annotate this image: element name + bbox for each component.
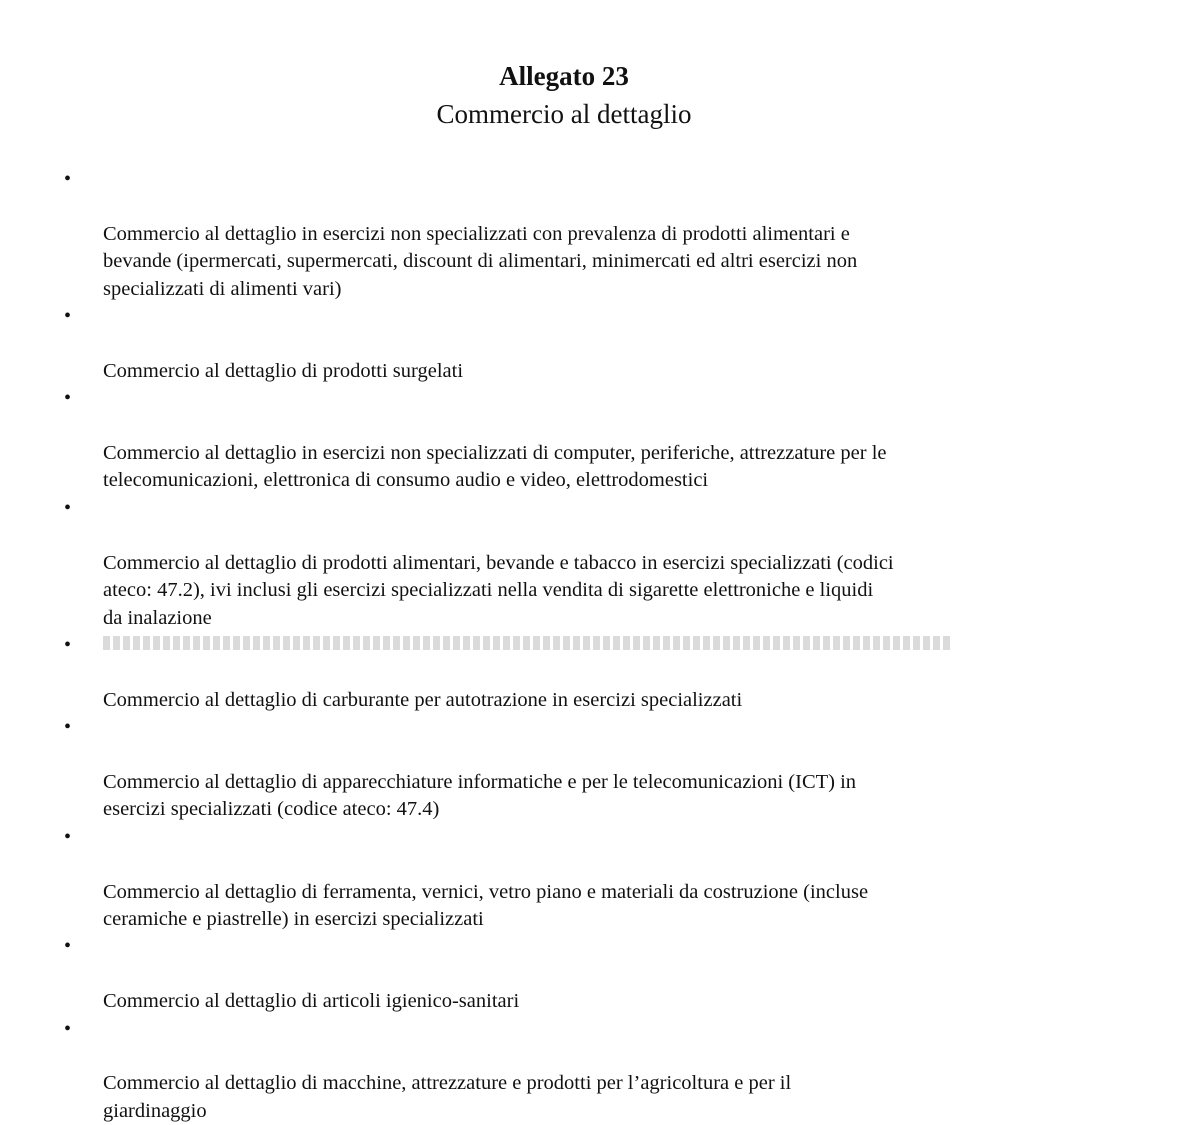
list-item xyxy=(0,933,1200,1015)
list-item xyxy=(0,1016,1200,1125)
list-item-text: Commercio al dettaglio di ferramenta, vernici, vetro piano e materiali da costruzione (incluse ceramiche e piastrelle) in esercizi specializzati xyxy=(103,880,869,930)
document-title: Allegato 23 xyxy=(499,61,629,91)
bullet-icon: • xyxy=(64,825,72,848)
list-item-text: Commercio al dettaglio di apparecchiature informatiche e per le telecomunicazioni (ICT) in esercizi specializzati (codice ateco: 47.4) xyxy=(103,770,857,821)
list-item xyxy=(0,166,1200,303)
list-item xyxy=(0,303,1200,385)
list-item-text: Commercio al dettaglio in esercizi non specializzati con prevalenza di prodotti alimentari e bevande (ipermercati, supermercati, discount di alimentari, minimercati ed altri esercizi non specializzati di alimenti vari) xyxy=(103,222,858,300)
cut-off-next-line xyxy=(103,636,953,650)
list-item-text: Commercio al dettaglio in esercizi non specializzati di computer, periferiche, attrezzature per le telecomunicazioni, elettronica di consumo audio e video, elettrodomestici xyxy=(103,442,887,492)
bullet-icon: • xyxy=(64,387,72,410)
list-item xyxy=(0,714,1200,824)
bullet-icon: • xyxy=(64,168,72,190)
list-item-text: Commercio al dettaglio di prodotti alimentari, bevande e tabacco in esercizi specializzati (codici ateco: 47.2), ivi inclusi gli esercizi specializzati nella vendita di sigarette elettroniche e liquidi da inalazione xyxy=(103,551,894,629)
bullet-icon: • xyxy=(64,496,72,519)
bullet-icon: • xyxy=(64,935,72,958)
list-item xyxy=(0,824,1200,934)
list-item-text: Commercio al dettaglio di articoli igienico-sanitari xyxy=(103,990,520,1013)
list-item-text: Commercio al dettaglio di macchine, attrezzature e prodotti per l’agricoltura e per il giardinaggio xyxy=(103,1072,792,1122)
bullet-icon: • xyxy=(64,305,72,328)
bullet-icon: • xyxy=(64,1017,72,1040)
document-subtitle: Commercio al dettaglio xyxy=(436,99,692,129)
bullet-icon: • xyxy=(64,633,72,656)
list-item xyxy=(0,495,1200,632)
list-item-text: Commercio al dettaglio di carburante per autotrazione in esercizi specializzati xyxy=(103,688,743,711)
bullet-icon: • xyxy=(64,716,72,739)
list-item-text: Commercio al dettaglio di prodotti surgelati xyxy=(103,359,464,382)
list-item xyxy=(0,385,1200,495)
